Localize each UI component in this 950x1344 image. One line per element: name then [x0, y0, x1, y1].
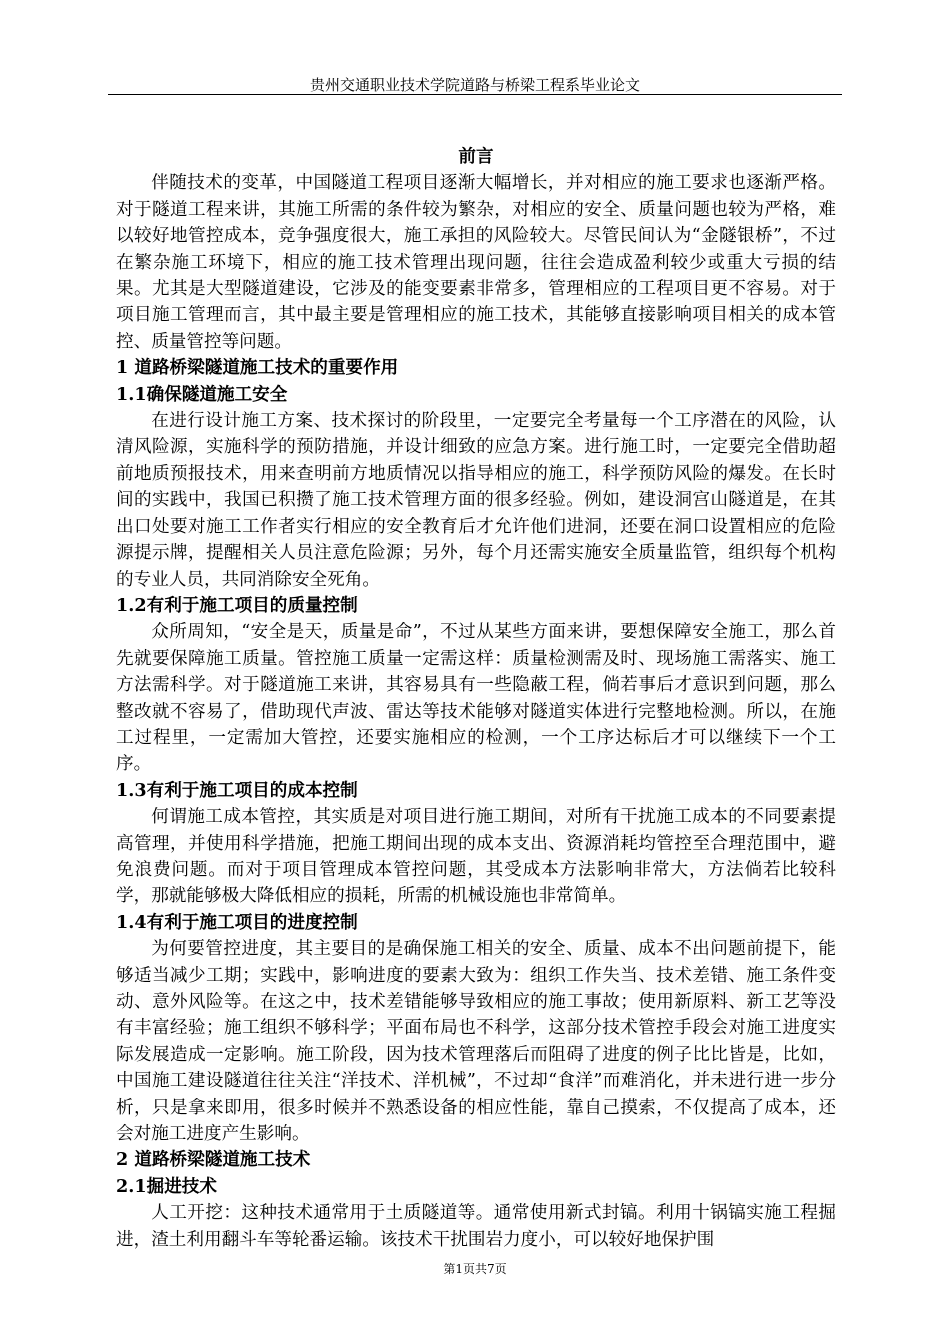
paragraph-1-3: 何谓施工成本管控，其实质是对项目进行施工期间，对所有干扰施工成本的不同要素提高管理，并使用科学措施，把施工期间出现的成本支出、资源消耗均管控至合理范围中，避免浪费问题。而对于项目管理成本管控问题，其受成本方法影响非常大，方法倘若比较科学，那就能够极大降低相应的损耗，所需的机械设施也非常简单。 — [116, 807, 836, 907]
intro-paragraph: 伴随技术的变革，中国隧道工程项目逐渐大幅增长，并对相应的施工要求也逐渐严格。对于隧道工程来讲，其施工所需的条件较为繁杂，对相应的安全、质量问题也较为严格，难以较好地管控成本，竞争强度很大，施工承担的风险较大。尽管民间认为“金隧银桥”，不过在繁杂施工环境下，相应的施工技术管理出现问题，往往会造成盈利较少或重大亏损的结果。尤其是大型隧道建设，它涉及的能变要素非常多，管理相应的工程项目更不容易。对于项目施工管理而言，其中最主要是管理相应的施工技术，其能够直接影响项目相关的成本管控、质量管控等问题。 — [116, 173, 836, 352]
subsection-heading-1-4: 1.4有利于施工项目的进度控制 — [116, 911, 358, 933]
section-heading-2: 2 道路桥梁隧道施工技术 — [116, 1149, 311, 1171]
header-rule — [108, 94, 842, 95]
page-number: 第1页共7页 — [443, 1262, 507, 1276]
running-header: 贵州交通职业技术学院道路与桥梁工程系毕业论文 — [309, 76, 640, 94]
subsection-heading-2-1: 2.1掘进技术 — [116, 1175, 217, 1197]
subsection-heading-1-3: 1.3有利于施工项目的成本控制 — [116, 779, 358, 801]
subsection-heading-1-1: 1.1确保隧道施工安全 — [116, 383, 288, 405]
paragraph-1-1: 在进行设计施工方案、技术探讨的阶段里，一定要完全考量每一个工序潜在的风险，认清风险源，实施科学的预防措施，并设计细致的应急方案。进行施工时，一定要完全借助超前地质预报技术，用来查明前方地质情况以指导相应的施工，科学预防风险的爆发。在长时间的实践中，我国已积攒了施工技术管理方面的很多经验。例如，建设洞宫山隧道是，在其出口处要对施工工作者实行相应的安全教育后才允许他们进洞，还要在洞口设置相应的危险源提示牌，提醒相关人员注意危险源；另外，每个月还需实施安全质量监管，组织每个机构的专业人员，共同消除安全死角。 — [116, 411, 836, 590]
paragraph-1-4: 为何要管控进度，其主要目的是确保施工相关的安全、质量、成本不出问题前提下，能够适当减少工期；实践中，影响进度的要素大致为：组织工作失当、技术差错、施工条件变动、意外风险等。在这之中，技术差错能够导致相应的施工事故；使用新原料、新工艺等没有丰富经验；施工组织不够科学；平面布局也不科学，这部分技术管控手段会对施工进度实际发展造成一定影响。施工阶段，因为技术管理落后而阻碍了进度的例子比比皆是，比如，中国施工建设隧道往往关注“洋技术、洋机械”，不过却“食洋”而难消化，并未进行进一步分析，只是拿来即用，很多时候并不熟悉设备的相应性能，靠自己摸索，不仅提高了成本，还会对施工进度产生影响。 — [116, 939, 836, 1145]
section-heading-1: 1 道路桥梁隧道施工技术的重要作用 — [116, 357, 399, 379]
doc-title: 前言 — [458, 146, 494, 167]
subsection-heading-1-2: 1.2有利于施工项目的质量控制 — [116, 594, 358, 616]
document-body — [116, 144, 836, 1253]
paragraph-2-1: 人工开挖：这种技术通常用于土质隧道等。通常使用新式封镐。利用十锅镐实施工程掘进，渣土利用翻斗车等轮番运输。该技术干扰围岩力度小，可以较好地保护围 — [116, 1203, 836, 1250]
paragraph-1-2: 众所周知，“安全是天，质量是命”，不过从某些方面来讲，要想保障安全施工，那么首先就要保障施工质量。管控施工质量一定需这样：质量检测需及时、现场施工需落实、施工方法需科学。对于隧道施工来讲，其容易具有一些隐蔽工程，倘若事后才意识到问题，那么整改就不容易了，借助现代声波、雷达等技术能够对隧道实体进行完整地检测。所以，在施工过程里，一定需加大管控，还要实施相应的检测，一个工序达标后才可以继续下一个工序。 — [116, 622, 836, 775]
